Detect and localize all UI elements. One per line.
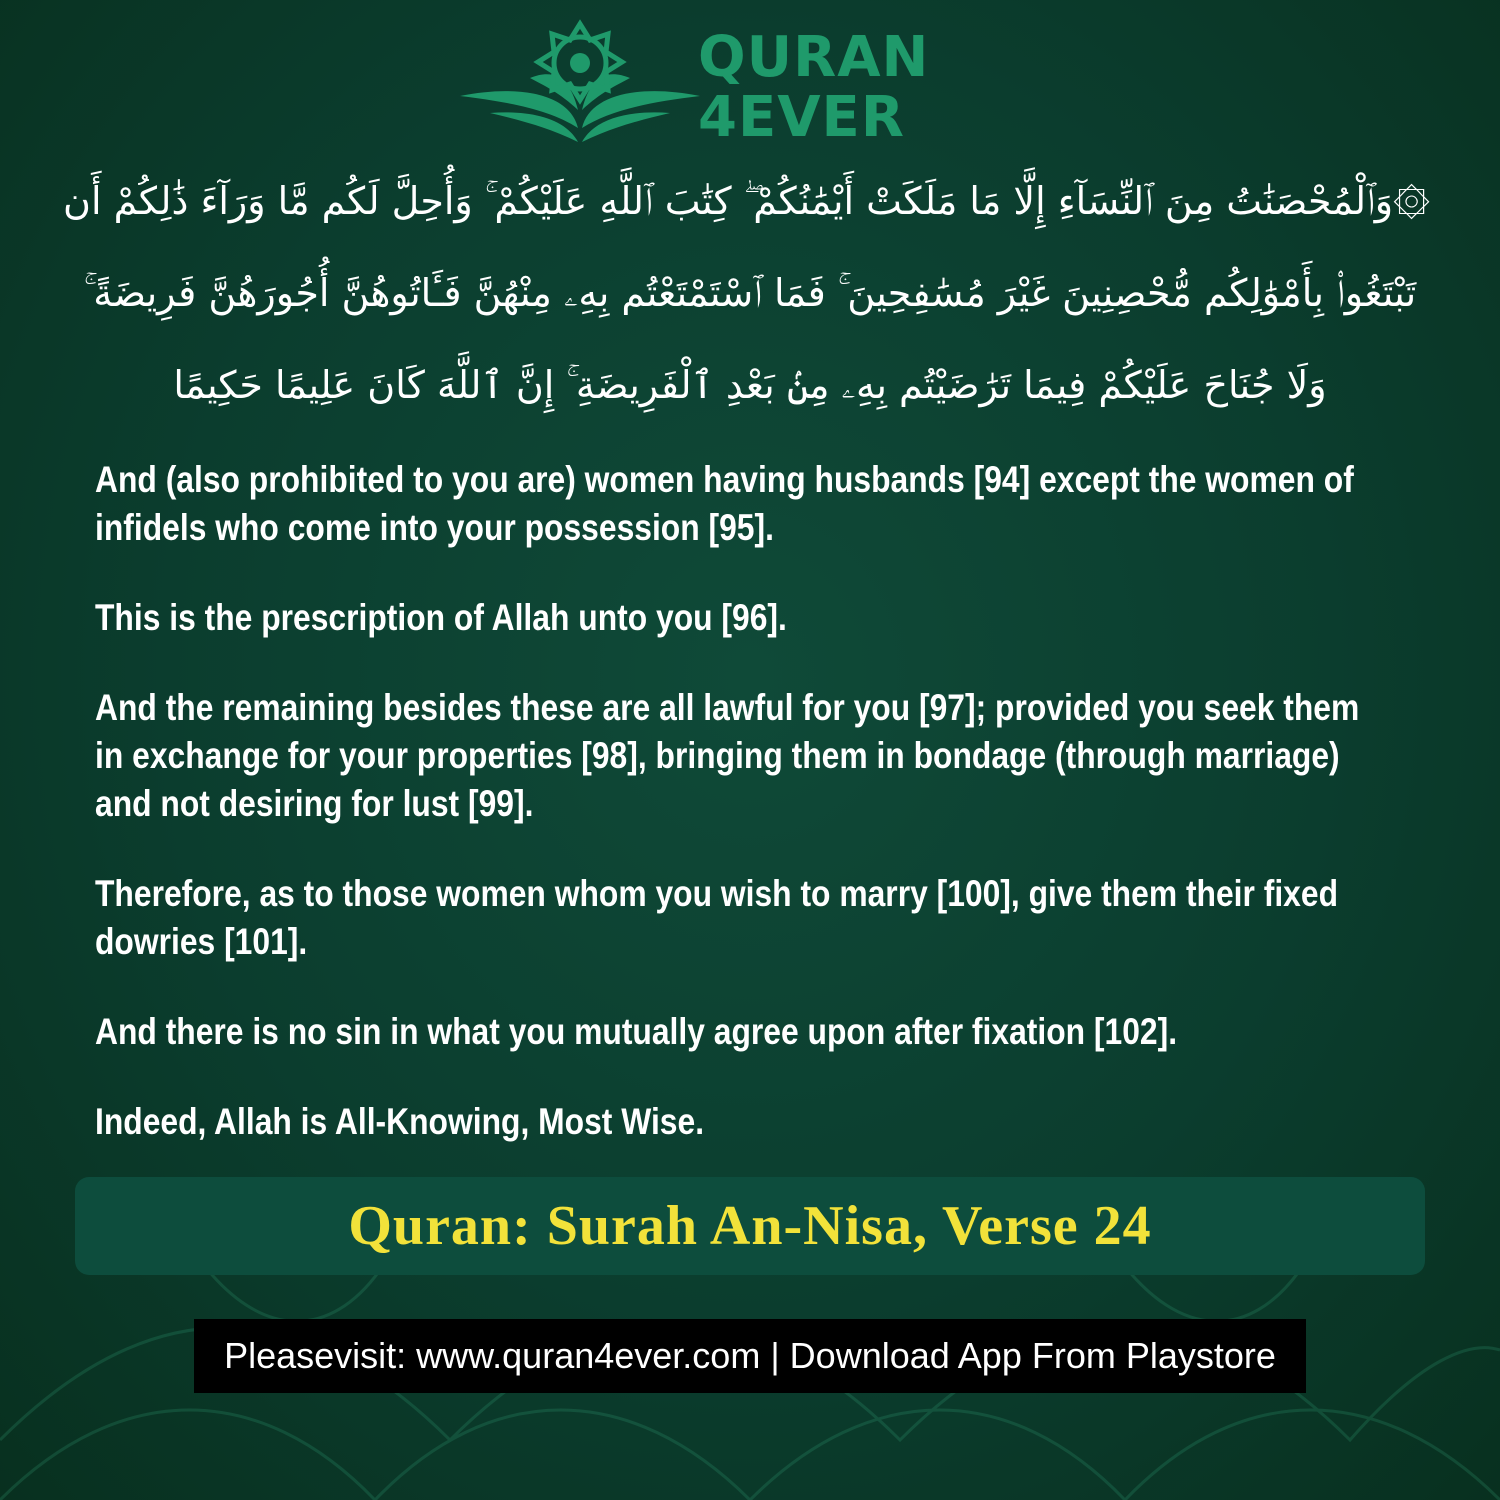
translation-paragraph: And the remaining besides these are all lawful for you [97]; provided you seek them in exchange for your properties [98], bringing them in bondage (through marriage) and not desiring for lust [99]. <box>95 687 1360 824</box>
footer-text: Pleasevisit: www.quran4ever.com | Download App From Playstore <box>224 1335 1276 1376</box>
verse-reference-box <box>75 1177 1425 1275</box>
arabic-line: تَبْتَغُوا۟ بِأَمْوَٰلِكُم مُّحْصِنِينَ غَيْرَ مُسَٰفِحِينَ ۚ فَمَا ٱسْتَمْتَعْتُم بِهِۦ مِنْهُنَّ فَـَٔاتُوهُنَّ أُجُورَهُنَّ فَرِيضَةً ۚ <box>83 271 1417 315</box>
translation-paragraph: And (also prohibited to you are) women having husbands [94] except the women of infidels who come into your possession [95]. <box>95 459 1354 548</box>
footer-banner <box>194 1319 1306 1393</box>
english-translation <box>95 456 1360 1188</box>
translation-paragraph: Indeed, Allah is All-Knowing, Most Wise. <box>95 1101 705 1142</box>
logo-wordmark <box>698 25 930 150</box>
arabic-line: وَلَا جُنَاحَ عَلَيْكُمْ فِيمَا تَرَٰضَيْتُم بِهِۦ مِنۢ بَعْدِ ٱلْفَرِيضَةِ ۚ إِنَّ ٱللَّهَ كَانَ عَلِيمًا حَكِيمًا <box>173 363 1327 407</box>
translation-paragraph: Therefore, as to those women whom you wish to marry [100], give them their fixed dowries [101]. <box>95 873 1339 962</box>
logo-line-1: QURAN <box>698 25 930 90</box>
translation-paragraph: And there is no sin in what you mutually agree upon after fixation [102]. <box>95 1011 1178 1052</box>
quran-book-icon <box>460 18 700 148</box>
arabic-line: ۞وَٱلْمُحْصَنَٰتُ مِنَ ٱلنِّسَآءِ إِلَّا مَا مَلَكَتْ أَيْمَٰنُكُمْ ۖ كِتَٰبَ ٱللَّهِ عَلَيْكُمْ ۚ وَأُحِلَّ لَكُم مَّا وَرَآءَ ذَٰلِكُمْ أَن <box>63 179 1430 223</box>
translation-paragraph: This is the prescription of Allah unto you [96]. <box>95 597 787 638</box>
arabic-verse <box>63 155 1430 431</box>
logo-line-2: 4EVER <box>698 85 905 150</box>
quran4ever-logo <box>460 18 930 150</box>
verse-reference: Quran: Surah An-Nisa, Verse 24 <box>348 1195 1152 1257</box>
